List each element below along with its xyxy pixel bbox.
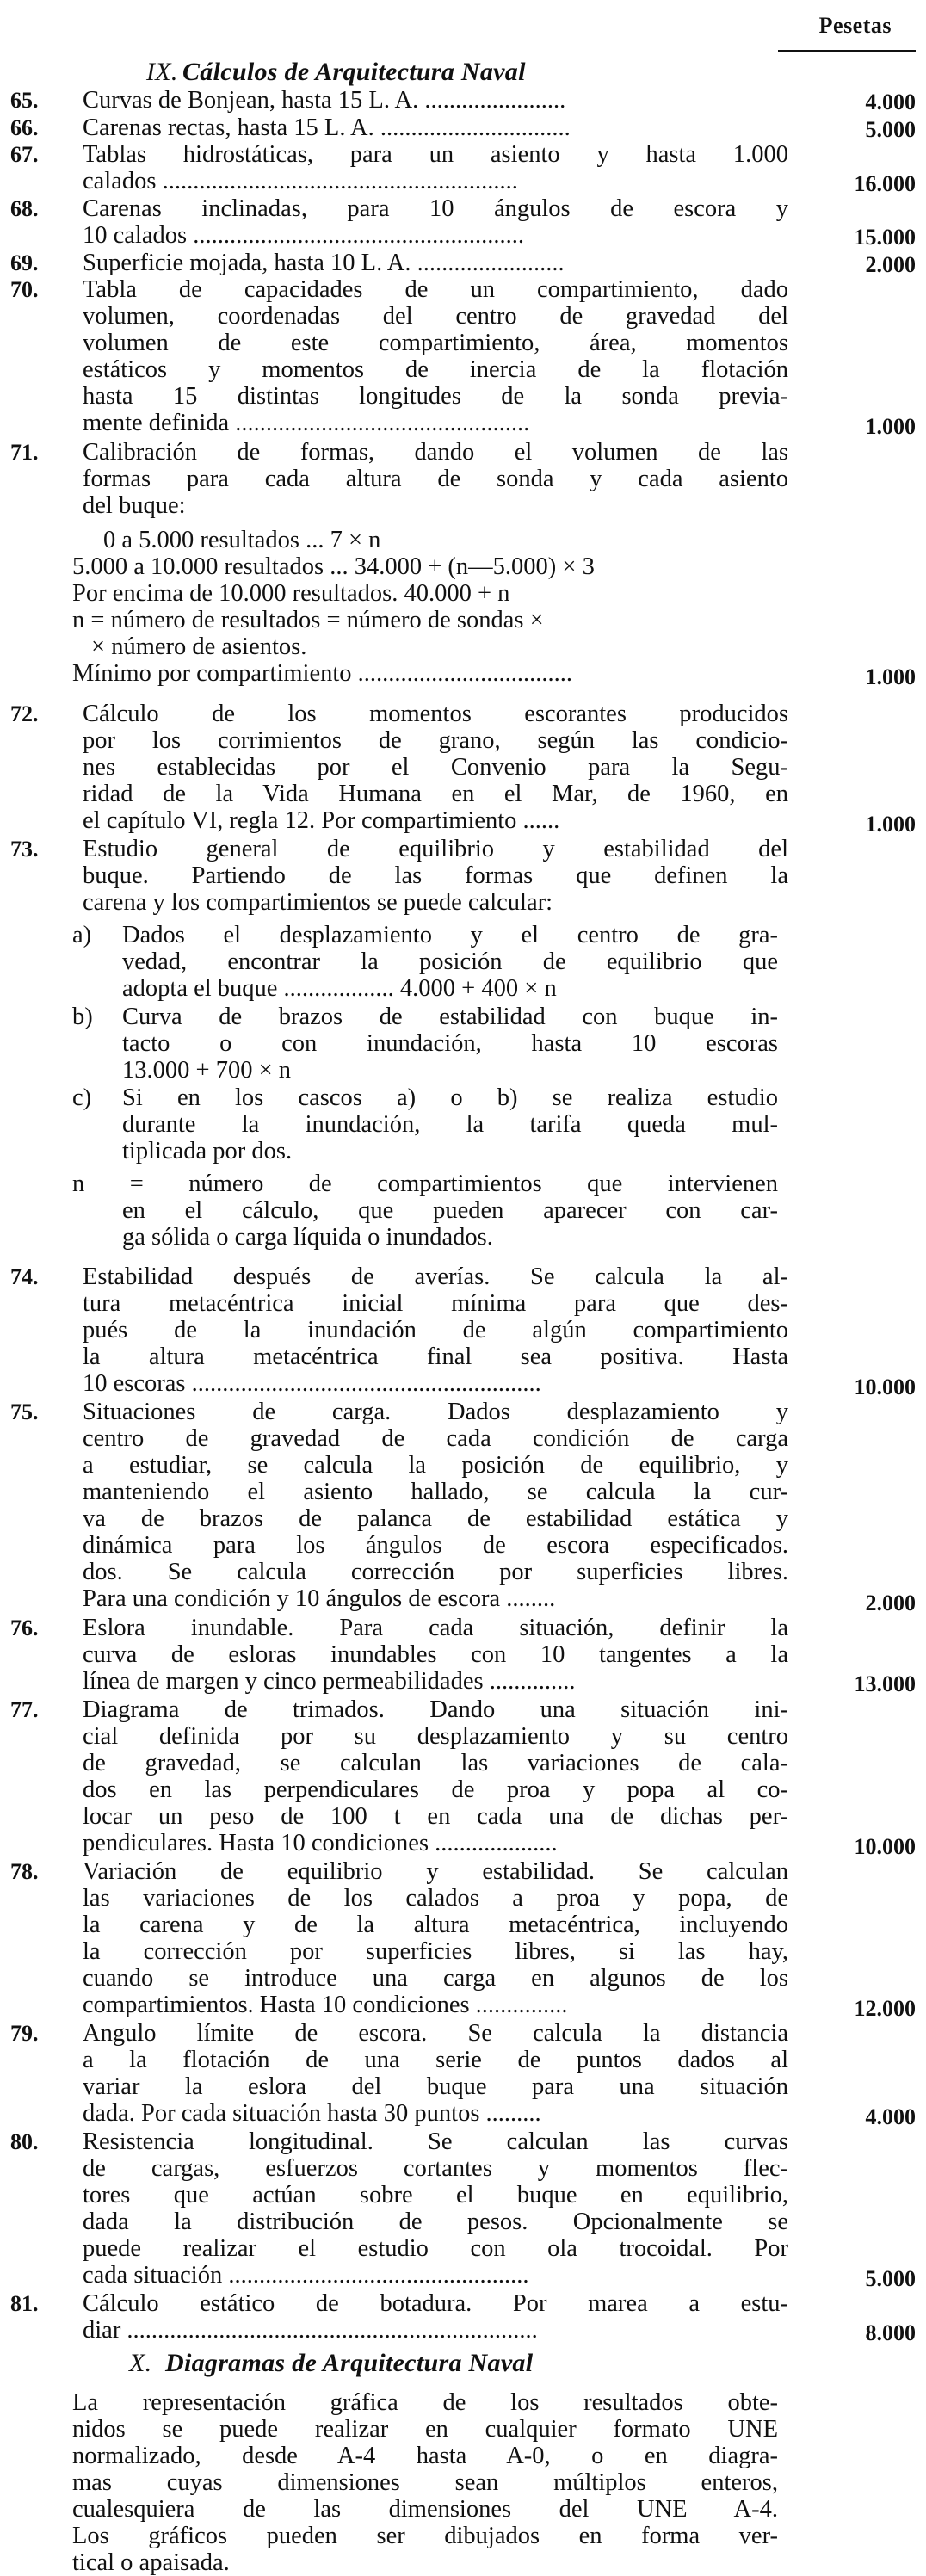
item-70	[10, 276, 916, 438]
column-header-pesetas: Pesetas	[818, 13, 892, 38]
item-number: 69.	[10, 250, 39, 275]
item-price: 1.000	[865, 811, 916, 837]
item-text-line: cada situación .................................................	[83, 2262, 529, 2289]
option-label: a)	[72, 922, 92, 949]
option-text	[122, 1084, 778, 1164]
item-text-line: volumen de este compartimiento, área, momentos	[83, 330, 788, 357]
item-text	[83, 141, 788, 195]
option-text-line: durante la inundación, la tarifa queda mul-	[122, 1110, 778, 1138]
item-price: 15.000	[854, 225, 916, 250]
item-text-line: estáticos y momentos de inercia de la flotación	[83, 356, 788, 384]
item-text-line: Carenas inclinadas, para 10 ángulos de escora y	[83, 195, 788, 222]
item-text-line: el capítulo VI, regla 12. Por compartimiento ......	[83, 807, 560, 835]
section-ix-heading-title: Cálculos de Arquitectura Naval	[182, 58, 526, 86]
item-72	[10, 701, 916, 836]
item-text	[83, 87, 788, 114]
item-text-line: dos. Se calcula corrección por superficies libres.	[83, 1559, 788, 1586]
final-paragraph-line: normalizado, desde A-4 hasta A-0, o en diagra-	[72, 2442, 778, 2469]
item-text-line: la corrección por superficies libres, si las hay,	[83, 1938, 788, 1965]
final-paragraph-line: tical o apaisada.	[72, 2548, 230, 2576]
item-text-line: Variación de equilibrio y estabilidad. Se calculan	[83, 1858, 788, 1885]
item-71-price: 1.000	[865, 664, 916, 689]
final-paragraph	[72, 2389, 778, 2576]
item-text-line: Situaciones de carga. Dados desplazamiento y	[83, 1399, 788, 1426]
item-text-line: Superficie mojada, hasta 10 L. A. ........................	[83, 249, 565, 276]
item-71-pricing-line: Por encima de 10.000 resultados. 40.000 + n	[72, 579, 510, 607]
item-text-line: tura metacéntrica inicial mínima para que des-	[83, 1290, 788, 1318]
item-price: 12.000	[854, 1996, 916, 2021]
option-text	[122, 922, 778, 1002]
item-text-line: Cálculo estático de botadura. Por marea a estu-	[83, 2290, 788, 2318]
option-text-line: tiplicada por dos.	[122, 1137, 293, 1164]
item-text	[83, 2128, 788, 2289]
item-text-line: la altura metacéntrica final sea positiva. Hasta	[83, 1344, 788, 1371]
item-price: 2.000	[865, 251, 916, 277]
item-number: 72.	[10, 701, 39, 727]
option-text-line: Curva de brazos de estabilidad con buque in-	[122, 1003, 778, 1030]
item-text	[83, 2290, 788, 2344]
item-price: 1.000	[865, 414, 916, 440]
item-text-line: del buque:	[83, 491, 186, 519]
item-69	[10, 250, 916, 276]
item-77	[10, 1696, 916, 1858]
item-text-line: a la flotación de una serie de puntos dados al	[83, 2047, 788, 2074]
item-text	[83, 701, 788, 834]
item-text	[83, 439, 788, 519]
item-text-line: Eslora inundable. Para cada situación, definir la	[83, 1615, 788, 1642]
item-text-line: va de brazos de palanca de estabilidad estática y	[83, 1505, 788, 1533]
item-text-line: las variaciones de los calados a proa y popa, de	[83, 1885, 788, 1912]
item-text-line: 10 escoras .........................................................	[83, 1370, 541, 1398]
section-ix-heading-number: IX.	[146, 58, 178, 86]
section-x-heading-title: Diagramas de Arquitectura Naval	[165, 2349, 534, 2378]
item-text-line: Calibración de formas, dando el volumen de las	[83, 438, 788, 466]
header-rule	[778, 50, 916, 52]
item-text-line: tores que actúan sobre el buque en equilibrio,	[83, 2182, 788, 2208]
item-text-line: Cálculo de los momentos escorantes producidos	[83, 701, 788, 728]
item-text-line: por los corrimientos de grano, según las condicio-	[83, 727, 788, 755]
item-text-line: puede realizar el estudio con ola trocoidal. Por	[83, 2235, 788, 2262]
item-text-line: hasta 15 distintas longitudes de la sonda previa-	[83, 383, 788, 411]
item-65	[10, 87, 916, 114]
item-71-pricing-line: × número de asientos.	[91, 633, 307, 660]
final-paragraph-line: mas cuyas dimensiones sean múltiplos enteros,	[72, 2468, 778, 2496]
section-x-heading	[0, 2350, 926, 2376]
item-number: 74.	[10, 1264, 39, 1290]
item-price: 5.000	[865, 116, 916, 142]
item-74	[10, 1263, 916, 1399]
item-text	[83, 276, 788, 436]
item-73-note-line: en el cálculo, que pueden aparecer con car-	[122, 1197, 778, 1224]
item-text	[83, 1615, 788, 1695]
item-71-pricing-line: 0 a 5.000 resultados ... 7 × n	[103, 526, 381, 553]
item-73-note-line: ga sólida o carga líquida o inundados.	[122, 1224, 493, 1251]
item-number: 73.	[10, 837, 39, 862]
final-paragraph-line: nidos se puede realizar en cualquier formato UNE	[72, 2415, 778, 2443]
final-paragraph-line: La representación gráfica de los resultados obte-	[72, 2388, 778, 2416]
item-text	[83, 1696, 788, 1856]
item-text-line: calados ..........................................................	[83, 168, 518, 195]
item-number: 66.	[10, 114, 39, 140]
item-text-line: Tabla de capacidades de un compartimiento, dado	[83, 276, 788, 304]
item-79	[10, 2020, 916, 2128]
item-71	[10, 439, 916, 520]
section-x-heading-number: X.	[129, 2349, 152, 2378]
item-text	[83, 1858, 788, 2018]
item-text-line: Para una condición y 10 ángulos de escora ........	[83, 1585, 556, 1613]
item-text	[83, 2020, 788, 2127]
item-price: 4.000	[865, 90, 916, 115]
item-text-line: línea de margen y cinco permeabilidades ..............	[83, 1668, 576, 1696]
item-number: 68.	[10, 196, 39, 221]
item-text-line: dos en las perpendiculares de proa y popa al co-	[83, 1776, 788, 1803]
item-67	[10, 141, 916, 195]
item-66	[10, 114, 916, 141]
item-text-line: mente definida ................................................	[83, 410, 530, 437]
item-price: 5.000	[865, 2266, 916, 2291]
option-text-line: adopta el buque .................. 4.000 + 400 × n	[122, 975, 557, 1003]
item-80	[10, 2128, 916, 2290]
item-number: 75.	[10, 1399, 39, 1425]
item-text-line: Tablas hidrostáticas, para un asiento y hasta 1.000	[83, 141, 788, 169]
item-text-line: la carena y de la altura metacéntrica, incluyendo	[83, 1912, 788, 1938]
item-text-line: dinámica para los ángulos de escora especificados.	[83, 1532, 788, 1560]
item-price: 8.000	[865, 2320, 916, 2345]
item-text-line: pués de la inundación de algún compartimiento	[83, 1317, 788, 1344]
item-number: 78.	[10, 1859, 39, 1884]
item-text-line: nes establecidas por el Convenio para la Segu-	[83, 754, 788, 781]
item-text-line: locar un peso de 100 t en cada una de dichas per-	[83, 1802, 788, 1830]
item-73-note	[72, 1171, 778, 1251]
item-text-line: cuando se introduce una carga en algunos de los	[83, 1965, 788, 1992]
item-text-line: Angulo límite de escora. Se calcula la distancia	[83, 2020, 788, 2048]
item-73-option	[72, 1084, 778, 1165]
item-number: 80.	[10, 2129, 39, 2154]
final-paragraph-line: Los gráficos pueden ser dibujados en forma ver-	[72, 2522, 778, 2549]
item-number: 76.	[10, 1615, 39, 1641]
item-68	[10, 195, 916, 250]
item-73-option	[72, 1004, 778, 1084]
item-text	[83, 195, 788, 249]
option-text-line: Si en los cascos a) o b) se realiza estudio	[122, 1084, 778, 1111]
item-text-line: Carenas rectas, hasta 15 L. A. ...............................	[83, 114, 571, 141]
item-73-note-line: n = número de compartimientos que intervienen	[72, 1171, 778, 1197]
item-71-pricing-line: Mínimo por compartimiento ...................................	[72, 659, 573, 687]
item-text	[83, 1263, 788, 1397]
item-text-line: pendiculares. Hasta 10 condiciones ....................	[83, 1829, 558, 1856]
item-text-line: variar la eslora del buque para una situación	[83, 2073, 788, 2101]
item-text-line: Estabilidad después de averías. Se calcula la al-	[83, 1263, 788, 1291]
item-text	[83, 836, 788, 916]
item-text-line: formas para cada altura de sonda y cada asiento	[83, 465, 788, 492]
option-text	[122, 1004, 778, 1084]
final-paragraph-line: cualesquiera de las dimensiones del UNE A-4.	[72, 2495, 778, 2523]
item-text-line: carena y los compartimientos se puede calcular:	[83, 889, 553, 917]
item-text-line: ridad de la Vida Humana en el Mar, de 1960, en	[83, 781, 788, 808]
item-number: 77.	[10, 1696, 39, 1722]
item-71-pricing-line: 5.000 a 10.000 resultados ... 34.000 + (n—5.000) × 3	[72, 553, 595, 580]
item-text-line: Diagrama de trimados. Dando una situación ini-	[83, 1696, 788, 1723]
item-text-line: Curvas de Bonjean, hasta 15 L. A. .......................	[83, 87, 566, 114]
item-text-line: dada. Por cada situación hasta 30 puntos .........	[83, 2100, 541, 2128]
item-78	[10, 1858, 916, 2020]
item-number: 67.	[10, 142, 39, 168]
item-text	[83, 114, 788, 141]
item-price: 10.000	[854, 1374, 916, 1399]
option-text-line: 13.000 + 700 × n	[122, 1056, 292, 1084]
item-73-option	[72, 922, 778, 1003]
item-76	[10, 1615, 916, 1696]
option-text-line: tacto o con inundación, hasta 10 escoras	[122, 1029, 778, 1057]
item-71-pricing	[72, 527, 778, 687]
item-number: 79.	[10, 2021, 39, 2047]
item-text-line: a estudiar, se calcula la posición de equilibrio, y	[83, 1452, 788, 1480]
item-text-line: compartimientos. Hasta 10 condiciones ...............	[83, 1992, 568, 2018]
item-price: 10.000	[854, 1833, 916, 1859]
item-text-line: manteniendo el asiento hallado, se calcula la cur-	[83, 1479, 788, 1506]
option-label: c)	[72, 1084, 92, 1111]
item-price: 13.000	[854, 1671, 916, 1697]
item-text-line: curva de esloras inundables con 10 tangentes a la	[83, 1641, 788, 1669]
item-number: 65.	[10, 88, 39, 114]
item-text-line: volumen, coordenadas del centro de gravedad del	[83, 303, 788, 330]
item-text-line: 10 calados ......................................................	[83, 222, 524, 249]
item-text-line: Estudio general de equilibrio y estabilidad del	[83, 836, 788, 863]
item-number: 71.	[10, 439, 39, 465]
item-price: 16.000	[854, 170, 916, 196]
item-73	[10, 836, 916, 917]
item-81	[10, 2290, 916, 2344]
item-75	[10, 1399, 916, 1615]
section-ix-heading	[0, 59, 926, 85]
item-text-line: de gravedad, se calculan las variaciones de cala-	[83, 1749, 788, 1776]
item-text	[83, 250, 788, 276]
item-number: 70.	[10, 277, 39, 303]
item-text-line: de cargas, esfuerzos cortantes y momentos flec-	[83, 2155, 788, 2182]
item-text-line: diar ...................................................................	[83, 2317, 538, 2344]
item-text-line: cial definida por su desplazamiento y su centro	[83, 1722, 788, 1750]
item-71-pricing-line: n = número de resultados = número de sondas ×	[72, 606, 544, 633]
item-text	[83, 1399, 788, 1612]
item-text-line: dada la distribución de pesos. Opcionalmente se	[83, 2208, 788, 2235]
item-text-line: buque. Partiendo de las formas que definen la	[83, 862, 788, 890]
item-number: 81.	[10, 2291, 39, 2317]
item-price: 4.000	[865, 2103, 916, 2129]
item-text-line: Resistencia longitudinal. Se calculan las curvas	[83, 2128, 788, 2155]
item-text-line: centro de gravedad de cada condición de carga	[83, 1425, 788, 1453]
option-text-line: Dados el desplazamiento y el centro de gra-	[122, 922, 778, 949]
option-text-line: vedad, encontrar la posición de equilibrio que	[122, 948, 778, 976]
item-price: 2.000	[865, 1590, 916, 1615]
option-label: b)	[72, 1003, 93, 1030]
